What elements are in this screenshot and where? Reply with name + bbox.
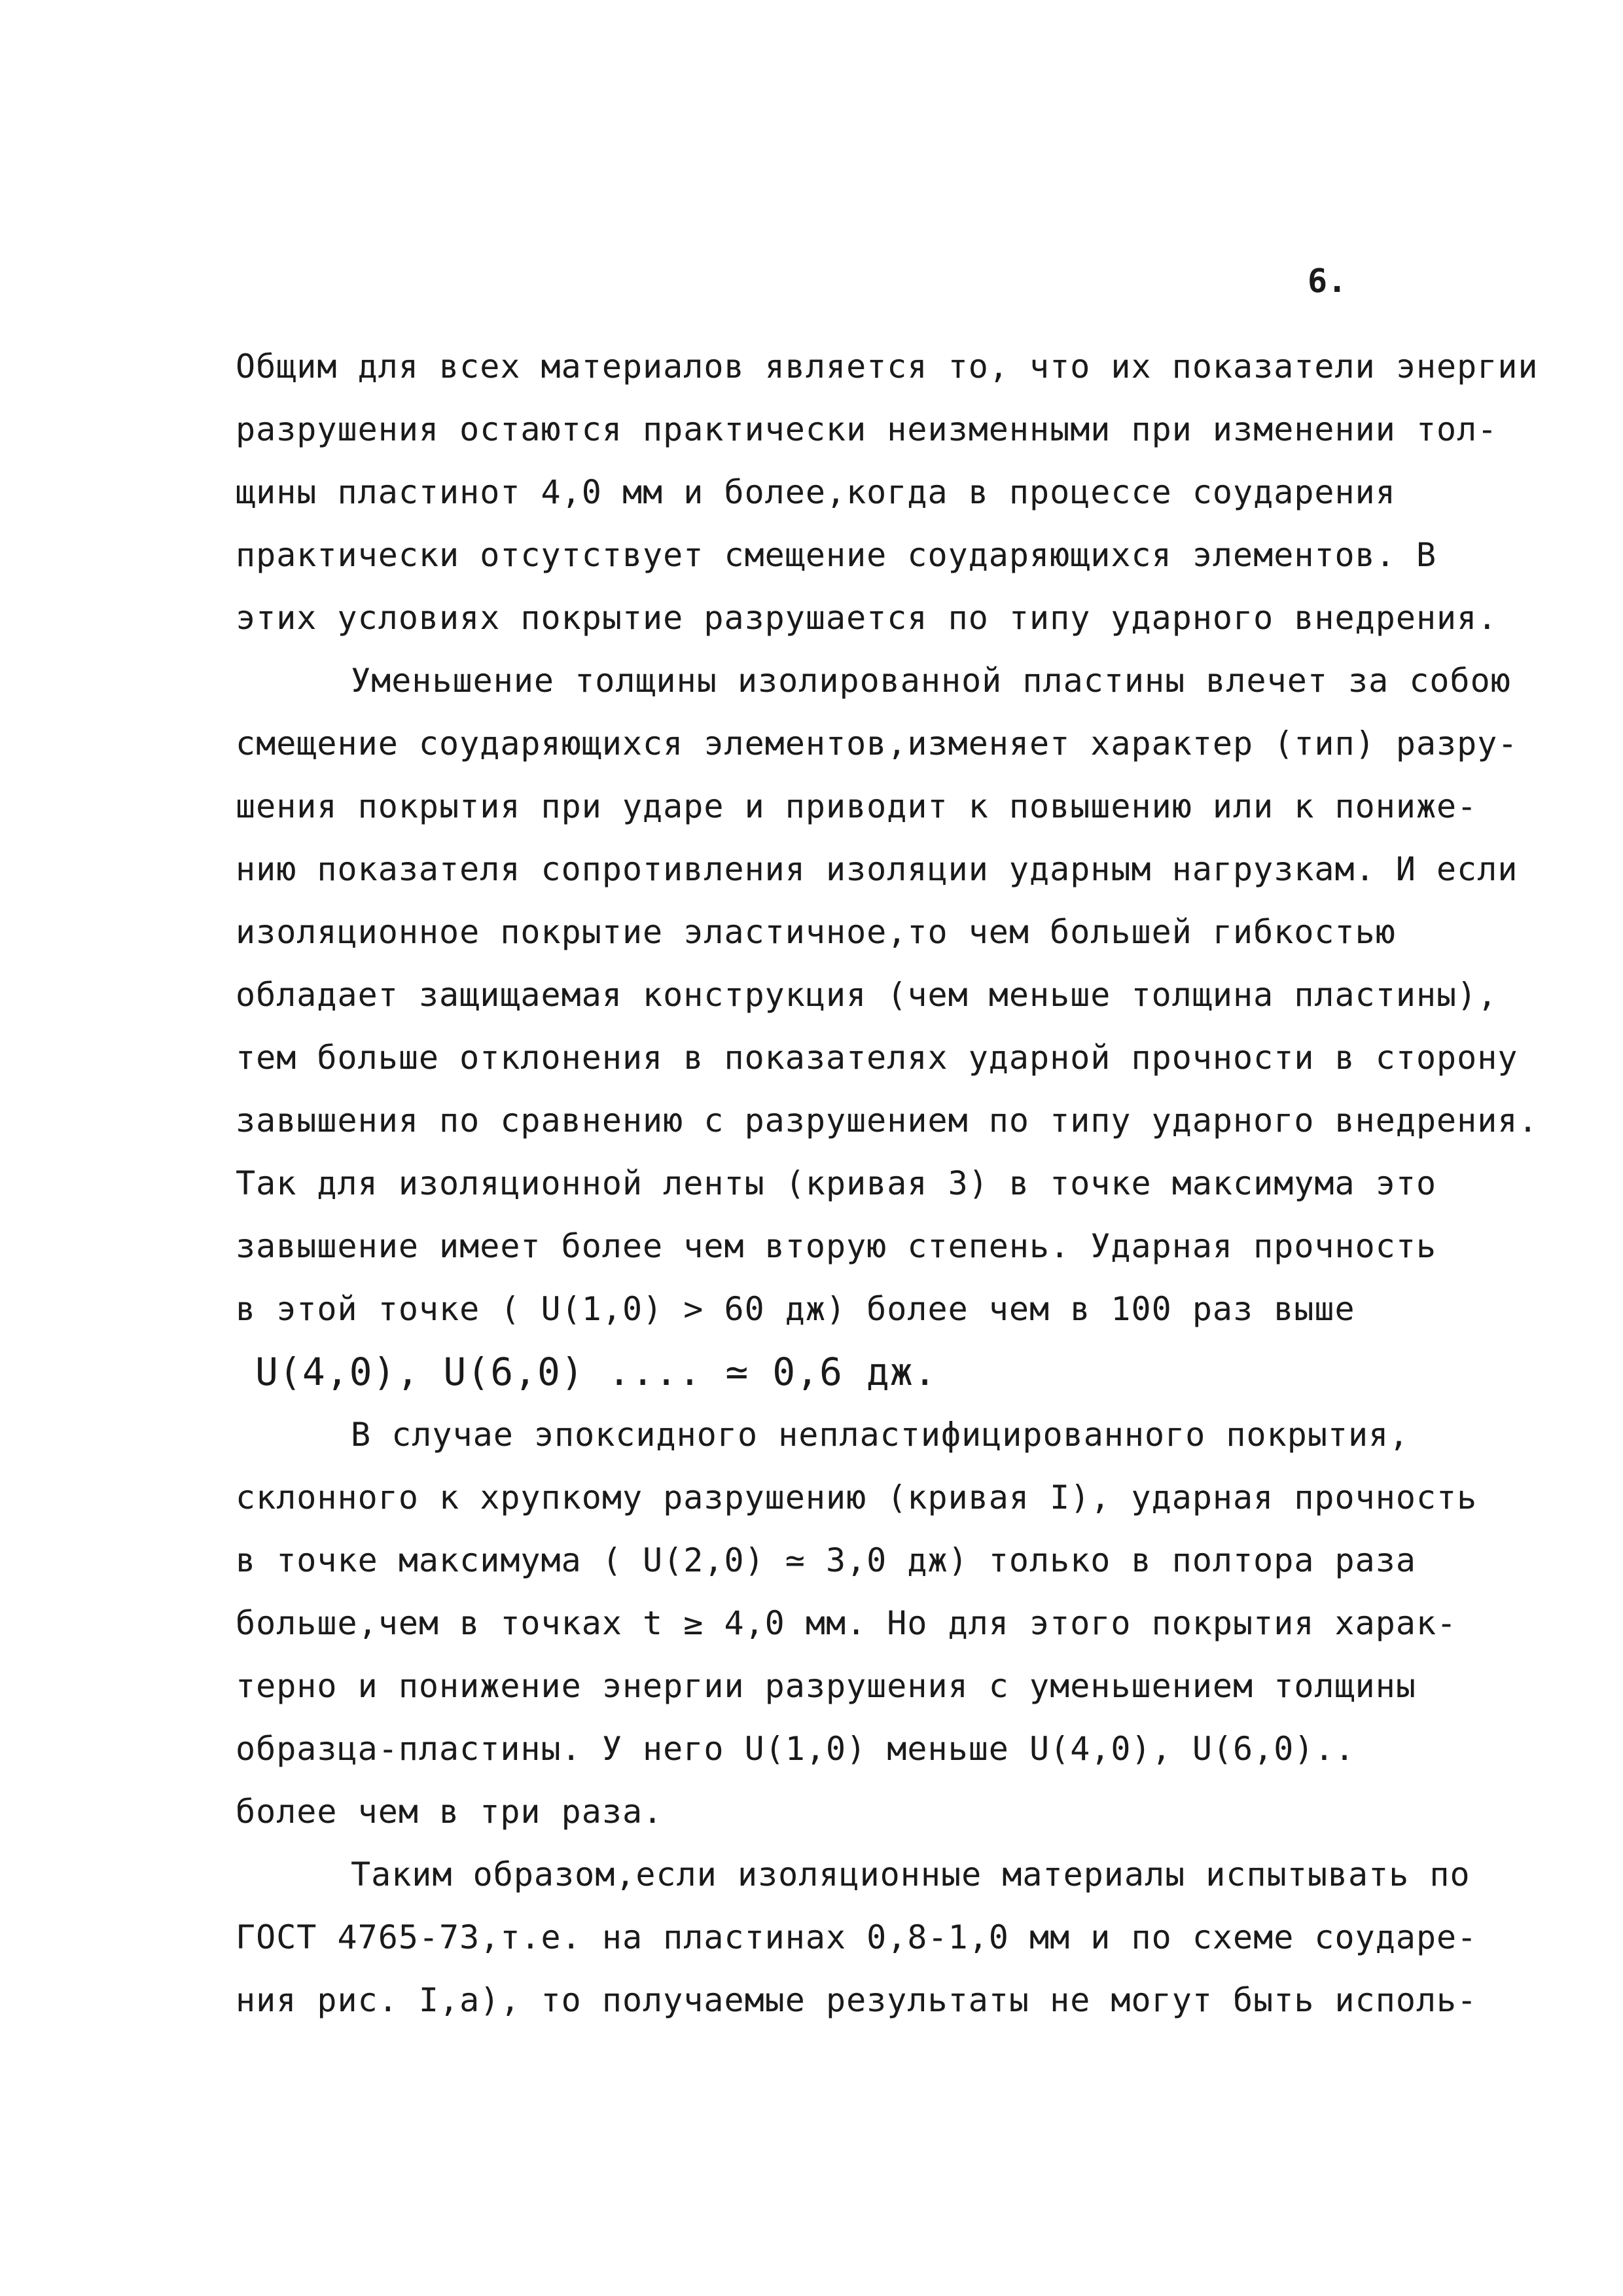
text-line: Так для изоляционной ленты (кривая 3) в точке максимума это bbox=[236, 1164, 1437, 1202]
text-line: Уменьшение толщины изолированной пластины влечет за собою bbox=[351, 662, 1511, 700]
text-line: тем больше отклонения в показателях ударной прочности в сторону bbox=[236, 1039, 1518, 1077]
formula-line: U(4,0), U(6,0) .... ≃ 0,6 дж. bbox=[255, 1350, 937, 1394]
paragraph-block-3 bbox=[236, 1843, 1479, 2032]
text-line: В случае эпоксидного непластифицированного покрытия, bbox=[351, 1416, 1410, 1454]
text-line: в этой точке ( U(1,0) > 60 дж) более чем в 100 раз выше bbox=[236, 1290, 1355, 1328]
text-line: обладает защищаемая конструкция (чем меньше толщина пластины), bbox=[236, 976, 1498, 1014]
text-line: терно и понижение энергии разрушения с уменьшением толщины bbox=[236, 1667, 1416, 1705]
text-line: завышение имеет более чем вторую степень. Ударная прочность bbox=[236, 1227, 1437, 1265]
text-line: этих условиях покрытие разрушается по типу ударного внедрения. bbox=[236, 599, 1498, 637]
text-line: Общим для всех материалов является то, что их показатели энергии bbox=[236, 348, 1539, 386]
text-line: склонного к хрупкому разрушению (кривая I), ударная прочность bbox=[236, 1479, 1478, 1516]
text-line: шения покрытия при ударе и приводит к повышению или к пониже- bbox=[236, 787, 1478, 825]
text-line: больше,чем в точках t ≥ 4,0 мм. Но для этого покрытия харак- bbox=[236, 1604, 1457, 1642]
text-line: изоляционное покрытие эластичное,то чем большей гибкостью bbox=[236, 913, 1396, 951]
text-line: ГОСТ 4765-73,т.е. на пластинах 0,8-1,0 мм и по схеме соударе- bbox=[236, 1918, 1478, 1956]
body-text bbox=[236, 335, 1539, 2032]
paragraph-block-2 bbox=[236, 1403, 1479, 1843]
text-line: завышения по сравнению с разрушением по типу ударного внедрения. bbox=[236, 1102, 1539, 1139]
text-line: ния рис. I,а), то получаемые результаты не могут быть исполь- bbox=[236, 1981, 1478, 2019]
text-line: практически отсутствует смещение соударяющихся элементов. В bbox=[236, 536, 1437, 574]
text-line: более чем в три раза. bbox=[236, 1793, 664, 1831]
text-line: разрушения остаются практически неизменными при изменении тол- bbox=[236, 410, 1498, 448]
paragraph-block-1 bbox=[236, 335, 1539, 1340]
text-line: щины пластинот 4,0 мм и более,когда в процессе соударения bbox=[236, 473, 1396, 511]
page-number: 6. bbox=[1308, 262, 1347, 300]
text-line: смещение соударяющихся элементов,изменяет характер (тип) разру- bbox=[236, 725, 1518, 762]
text-line: нию показателя сопротивления изоляции ударным нагрузкам. И если bbox=[236, 850, 1518, 888]
text-line: образца-пластины. У него U(1,0) меньше U(4,0), U(6,0).. bbox=[236, 1730, 1355, 1768]
text-line: Таким образом,если изоляционные материалы испытывать по bbox=[351, 1856, 1471, 1893]
text-line: в точке максимума ( U(2,0) ≃ 3,0 дж) только в полтора раза bbox=[236, 1541, 1416, 1579]
